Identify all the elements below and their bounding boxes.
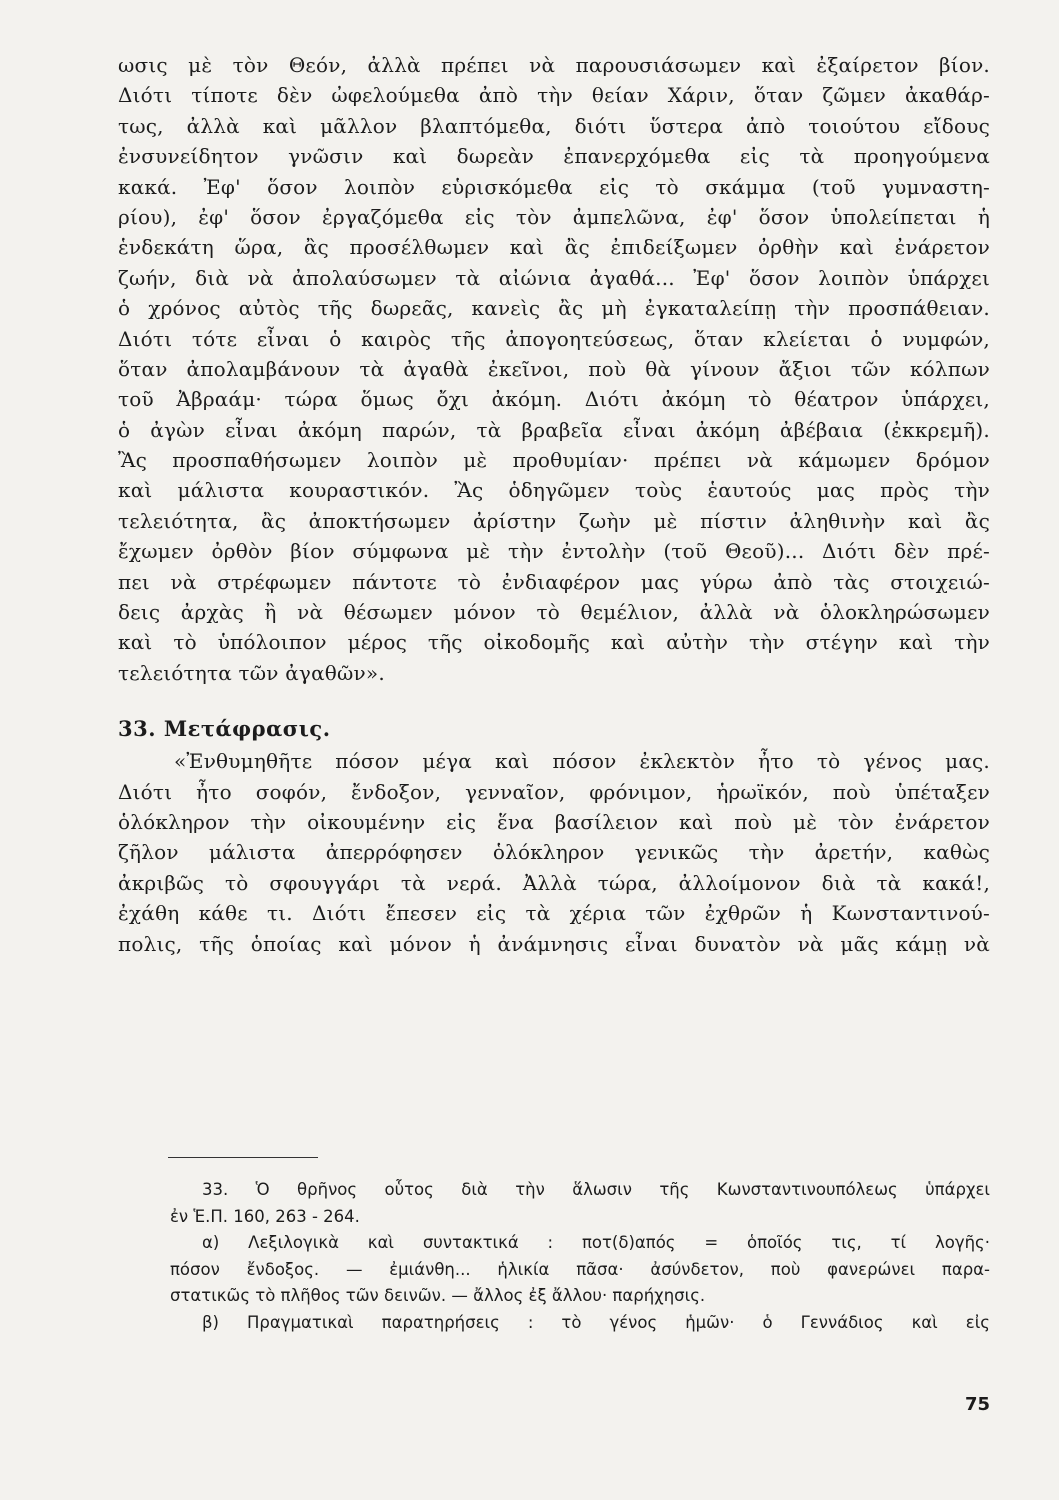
section-line: ἀκριβῶς τὸ σφουγγάρι τὰ νερά. Ἀλλὰ τώρα, ἀλλοίμονον διὰ τὰ κακά!, [118,870,990,895]
footnote-line: α) Λεξιλογικὰ καὶ συντακτικά : ποτ(δ)απός = ὁποῖός τις, τί λογῆς· [202,1233,990,1252]
main-text [118,50,990,959]
body-line: τοῦ Ἀβραάμ· τώρα ὅμως ὄχι ἀκόμη. Διότι ἀκόμη τὸ θέατρον ὑπάρχει, [118,387,990,412]
section-line: πολις, τῆς ὁποίας καὶ μόνον ἡ ἀνάμνησις εἶναι δυνατὸν νὰ μᾶς κάμῃ νὰ [118,931,990,956]
body-line: ὁ ἀγὼν εἶναι ἀκόμη παρών, τὰ βραβεῖα εἶναι ἀκόμη ἀβέβαια (ἐκκρεμῆ). [118,417,990,442]
body-line: κακά. Ἐφ' ὅσον λοιπὸν εὑρισκόμεθα εἰς τὸ σκάμμα (τοῦ γυμναστη- [118,174,990,199]
body-line: ὁ χρόνος αὐτὸς τῆς δωρεᾶς, κανεὶς ἂς μὴ ἐγκαταλείπῃ τὴν προσπάθειαν. [118,296,990,321]
section-line: ὁλόκληρον τὴν οἰκουμένην εἰς ἕνα βασίλειον καὶ ποὺ μὲ τὸν ἐνάρετον [118,809,990,834]
body-line: Διότι τότε εἶναι ὁ καιρὸς τῆς ἀπογοητεύσεως, ὅταν κλείεται ὁ νυμφών, [118,326,990,351]
page-number: 75 [964,1394,990,1415]
body-line: ωσις μὲ τὸν Θεόν, ἀλλὰ πρέπει νὰ παρουσιάσωμεν καὶ ἐξαίρετον βίον. [118,53,990,77]
footnote-line: ἐν Ἑ.Π. 160, 263 - 264. [170,1206,360,1226]
body-line: ρίου), ἐφ' ὅσον ἐργαζόμεθα εἰς τὸν ἀμπελῶνα, ἐφ' ὅσον ὑπολείπεται ἡ [118,204,990,229]
body-line: καὶ μάλιστα κουραστικόν. Ἂς ὁδηγῶμεν τοὺς ἑαυτούς μας πρὸς τὴν [118,478,990,503]
body-line: Ἂς προσπαθήσωμεν λοιπὸν μὲ προθυμίαν· πρέπει νὰ κάμωμεν δρόμον [118,448,990,473]
body-line: τελειότητα τῶν ἀγαθῶν». [118,660,385,685]
body-line: ἑνδεκάτη ὥρα, ἂς προσέλθωμεν καὶ ἂς ἐπιδείξωμεν ὀρθὴν καὶ ἐνάρετον [118,235,990,260]
body-line: πει νὰ στρέφωμεν πάντοτε τὸ ἐνδιαφέρον μας γύρω ἀπὸ τὰς στοιχειώ- [118,569,990,594]
footnote-line: πόσον ἔνδοξος. — ἐμιάνθη... ἡλικία πᾶσα· ἀσύνδετον, ποὺ φανερώνει παρα- [170,1259,990,1279]
section-line: ζῆλον μάλιστα ἀπερρόφησεν ὁλόκληρον γενικῶς τὴν ἀρετήν, καθὼς [118,840,990,865]
section-line: «Ἐνθυμηθῆτε πόσον μέγα καὶ πόσον ἐκλεκτὸν ἦτο τὸ γένος μας. [174,749,990,774]
body-line: Διότι τίποτε δὲν ὠφελούμεθα ἀπὸ τὴν θείαν Χάριν, ὅταν ζῶμεν ἀκαθάρ- [118,83,990,108]
body-line: ζωήν, διὰ νὰ ἀπολαύσωμεν τὰ αἰώνια ἀγαθά... Ἐφ' ὅσον λοιπὸν ὑπάρχει [118,265,990,290]
footnotes [170,1177,990,1336]
body-line: τως, ἀλλὰ καὶ μᾶλλον βλαπτόμεθα, διότι ὕστερα ἀπὸ τοιούτου εἴδους [118,113,990,138]
body-line: καὶ τὸ ὑπόλοιπον μέρος τῆς οἰκοδομῆς καὶ αὐτὴν τὴν στέγην καὶ τὴν [118,630,990,655]
body-line: ὅταν ἀπολαμβάνουν τὰ ἀγαθὰ ἐκεῖνοι, ποὺ θὰ γίνουν ἄξιοι τῶν κόλπων [118,356,990,381]
body-line: τελειότητα, ἂς ἀποκτήσωμεν ἀρίστην ζωὴν μὲ πίστιν ἀληθινὴν καὶ ἂς [118,508,990,533]
footnote-line: β) Πραγματικαὶ παρατηρήσεις : τὸ γένος ἡμῶν· ὁ Γεννάδιος καὶ εἰς [202,1312,990,1332]
footnote-divider [168,1157,318,1158]
section-line: Διότι ἦτο σοφόν, ἔνδοξον, γενναῖον, φρόνιμον, ἡρωϊκόν, ποὺ ὑπέταξεν [118,779,990,804]
section-heading: 33. Μετάφρασις. [118,716,331,742]
body-line: ἔχωμεν ὀρθὸν βίον σύμφωνα μὲ τὴν ἐντολὴν (τοῦ Θεοῦ)... Διότι δὲν πρέ- [118,539,990,564]
footnote-line: 33. Ὁ θρῆνος οὗτος διὰ τὴν ἅλωσιν τῆς Κωνσταντινουπόλεως ὑπάρχει [202,1180,990,1199]
body-line: δεις ἀρχὰς ἢ νὰ θέσωμεν μόνον τὸ θεμέλιον, ἀλλὰ νὰ ὁλοκληρώσωμεν [118,600,990,625]
section-line: ἐχάθη κάθε τι. Διότι ἔπεσεν εἰς τὰ χέρια τῶν ἐχθρῶν ἡ Κωνσταντινού- [118,901,990,926]
footnote-line: στατικῶς τὸ πλῆθος τῶν δεινῶν. — ἄλλος ἐξ ἄλλου· παρήχησις. [170,1286,706,1305]
body-line: ἐνσυνείδητον γνῶσιν καὶ δωρεὰν ἐπανερχόμεθα εἰς τὰ προηγούμενα [118,144,990,169]
